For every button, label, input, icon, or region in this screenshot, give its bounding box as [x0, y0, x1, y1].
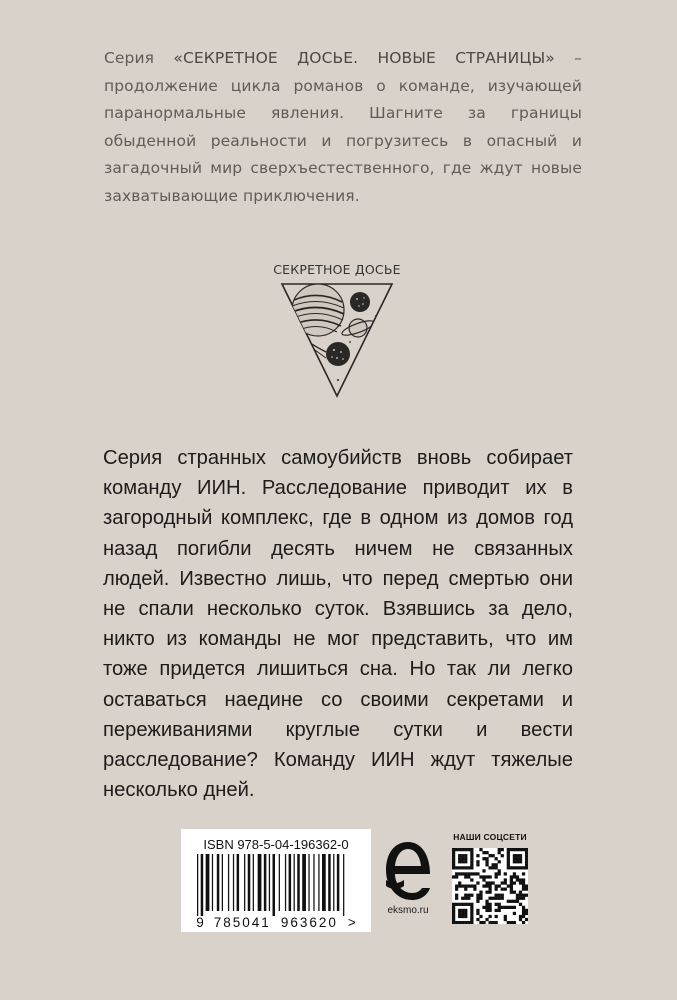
barcode-bar: [197, 854, 198, 916]
barcode-bar: [244, 854, 245, 911]
barcode-bar: [253, 854, 254, 911]
barcode-bar: [237, 854, 240, 911]
barcode-bar: [273, 854, 276, 916]
barcode-bar: [289, 854, 292, 911]
barcode-bar: [328, 854, 331, 911]
series-intro: [104, 45, 582, 210]
barcode-bar: [333, 854, 334, 911]
series-name: «СЕКРЕТНОЕ ДОСЬЕ. НОВЫЕ СТРАНИЦЫ»: [173, 49, 555, 67]
barcode-digits: [181, 915, 371, 930]
barcode-bar: [233, 854, 234, 911]
barcode-bar: [294, 854, 295, 911]
barcode-bar: [222, 854, 223, 911]
barcode-bar: [269, 854, 270, 911]
barcode-bar: [337, 854, 340, 911]
barcode-bar: [322, 854, 326, 911]
series-intro-text: – продолжение цикла романов о команде, изучающей паранормальные явления. Шагните за границы обыденной реальности и погрузитесь в опасный и загадочный мир сверхъестественного, где ждут новые захватывающие приключения.: [104, 49, 582, 205]
isbn-number: ISBN 978-5-04-196362-0: [203, 837, 349, 852]
socials-label: НАШИ СОЦСЕТИ: [453, 832, 527, 842]
barcode-bar: [217, 854, 220, 911]
series-intro-prefix: Серия: [104, 49, 174, 67]
barcode-digit-tail: >: [347, 915, 356, 930]
barcode-bar: [302, 854, 306, 911]
barcode-bar: [258, 854, 262, 911]
publisher-url[interactable]: eksmo.ru: [387, 905, 429, 916]
qr-code-icon[interactable]: [452, 848, 528, 924]
barcode-digit-lead: 9: [196, 915, 204, 930]
barcode-bar: [264, 854, 267, 911]
barcode-bar: [308, 854, 309, 911]
barcode-bar: [248, 854, 251, 911]
barcode-bar: [343, 854, 344, 916]
barcode-icon: [189, 854, 363, 916]
barcode-bar: [212, 854, 213, 911]
barcode-bar: [313, 854, 314, 911]
barcode-bar: [201, 854, 204, 916]
barcode-bar: [228, 854, 229, 911]
triangle-planets-icon: [280, 282, 394, 398]
eksmo-logo-icon: [384, 840, 432, 902]
barcode-bar: [285, 854, 286, 911]
barcode-bar: [279, 854, 280, 911]
barcode-bar: [206, 854, 210, 911]
barcode-bar: [318, 854, 319, 911]
series-logo: [262, 262, 412, 402]
barcode-digit-group-2: 963620: [280, 915, 338, 930]
series-logo-title: СЕКРЕТНОЕ ДОСЬЕ: [273, 262, 401, 277]
book-description: Серия странных самоубийств вновь собирает команду ИИН. Расследование приводит их в загородный комплекс, где в одном из домов год назад погибли десять ничем не связанных людей. Известно лишь, что перед смертью они не спали несколько суток. Взявшись за дело, никто из команды не мог представить, что им тоже придется лишиться сна. Но так ли легко оставаться наедине со своими секретами и переживаниями круглые сутки и вести расследование? Команду ИИН ждут тяжелые несколько дней.: [103, 447, 573, 802]
barcode-label: [181, 829, 371, 932]
barcode-bar: [297, 854, 300, 911]
barcode-digit-group-1: 785041: [213, 915, 271, 930]
